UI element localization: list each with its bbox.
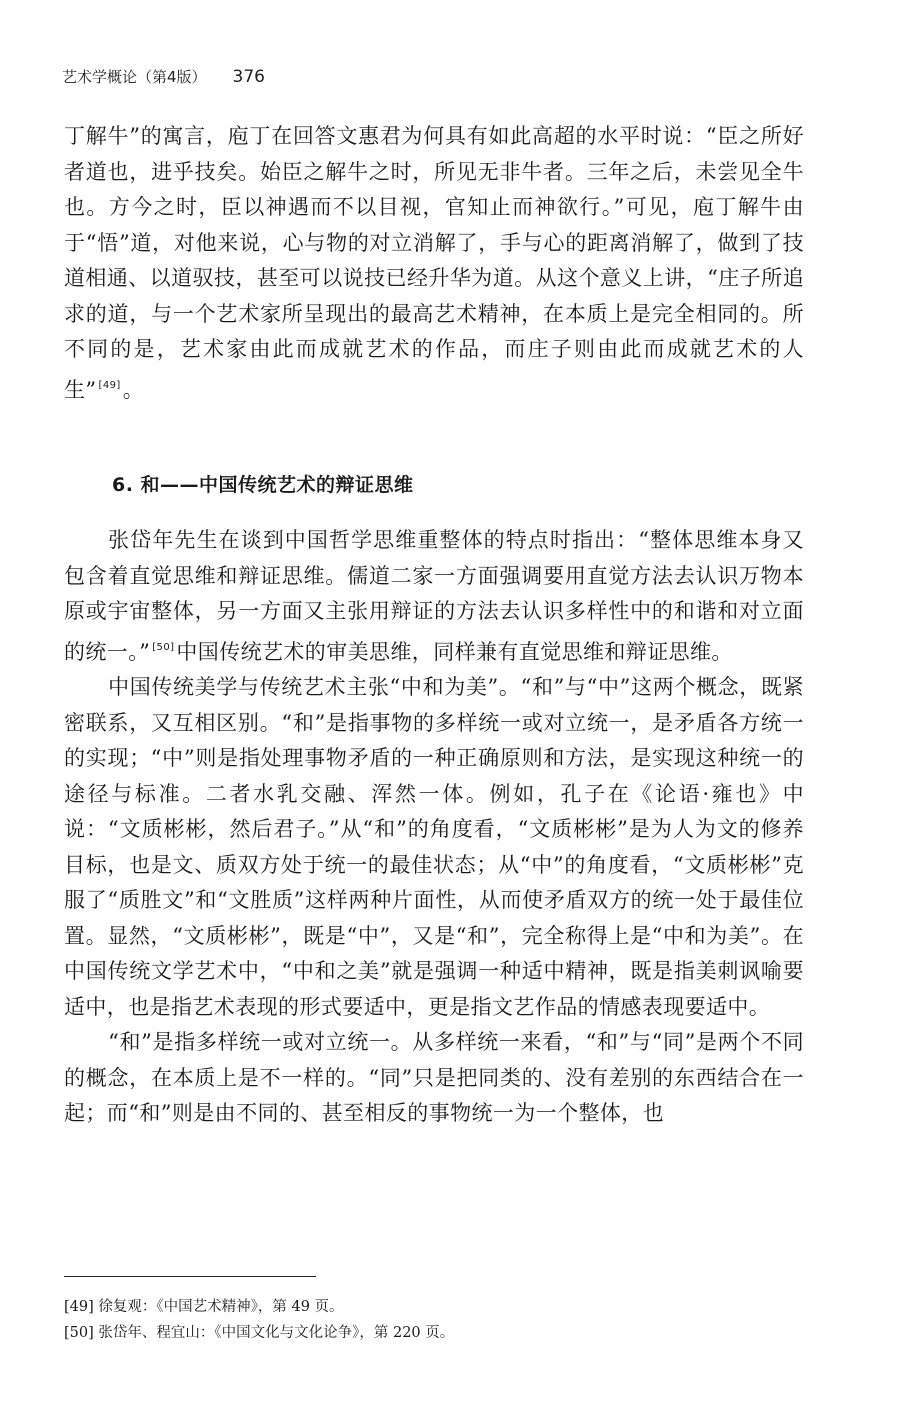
book-title: 艺术学概论（第4版） <box>62 68 207 86</box>
paragraph-1 <box>64 523 804 670</box>
footnote-ref-49[interactable]: [49] <box>98 379 121 391</box>
section-heading: 6. 和——中国传统艺术的辩证思维 <box>112 474 414 496</box>
footnote-50: [50] 张岱年、程宜山：《中国文化与文化论争》，第 220 页。 <box>64 1325 455 1341</box>
paragraph-text: 张岱年先生在谈到中国哲学思维重整体的特点时指出：“整体思维本身又包含着直觉思维和辩证思维。儒道二家一方面强调要用直觉方法去认识万物本原或宇宙整体，另一方面又主张用辩证的方法去认识多样性中的和谐和对立面的统一。” <box>64 528 804 664</box>
paragraph-text: 丁解牛”的寓言，庖丁在回答文惠君为何具有如此高超的水平时说：“臣之所好者道也，进乎技矣。始臣之解牛之时，所见无非牛者。三年之后，未尝见全牛也。方今之时，臣以神遇而不以目视，官知止而神欲行。”可见，庖丁解牛由于“悟”道，对他来说，心与物的对立消解了，手与心的距离消解了，做到了技道相通、以道驭技，甚至可以说技已经升华为道。从这个意义上讲，“庄子所追求的道，与一个艺术家所呈现出的最高艺术精神，在本质上是完全相同的。所不同的是，艺术家由此而成就艺术的作品，而庄子则由此而成就艺术的人生” <box>64 124 804 402</box>
page-number: 376 <box>232 67 265 87</box>
running-header <box>62 66 265 87</box>
paragraph-3: “和”是指多样统一或对立统一。从多样统一来看，“和”与“同”是两个不同的概念，在本质上是不一样的。“同”只是把同类的、没有差别的东西结合在一起；而“和”则是由不同的、甚至相反的事物统一为一个整体，也 <box>64 1030 804 1125</box>
paragraph-end: 。 <box>122 377 145 402</box>
paragraph-2: 中国传统美学与传统艺术主张“中和为美”。“和”与“中”这两个概念，既紧密联系，又互相区别。“和”是指事物的多样统一或对立统一，是矛盾各方统一的实现；“中”则是指处理事物矛盾的一种正确原则和方法，是实现这种统一的途径与标准。二者水乳交融、浑然一体。例如，孔子在《论语·雍也》中说：“文质彬彬，然后君子。”从“和”的角度看，“文质彬彬”是为人为文的修养目标，也是文、质双方处于统一的最佳状态；从“中”的角度看，“文质彬彬”克服了“质胜文”和“文胜质”这样两种片面性，从而使矛盾双方的统一处于最佳位置。显然，“文质彬彬”，既是“中”，又是“和”，完全称得上是“中和为美”。在中国传统文学艺术中，“中和之美”就是强调一种适中精神，既是指美刺讽喻要适中，也是指艺术表现的形式要适中，更是指文艺作品的情感表现要适中。 <box>64 675 804 1019</box>
continued-paragraph-block <box>64 119 804 408</box>
paragraph-continued <box>64 119 804 408</box>
footnotes <box>64 1294 454 1346</box>
paragraph-text: 中国传统艺术的审美思维，同样兼有直觉思维和辩证思维。 <box>176 639 733 664</box>
footnote-49: [49] 徐复观：《中国艺术精神》，第 49 页。 <box>64 1299 344 1315</box>
section-body <box>64 523 804 1132</box>
footnote-divider <box>64 1276 316 1277</box>
footnote-ref-50[interactable]: [50] <box>152 641 175 653</box>
